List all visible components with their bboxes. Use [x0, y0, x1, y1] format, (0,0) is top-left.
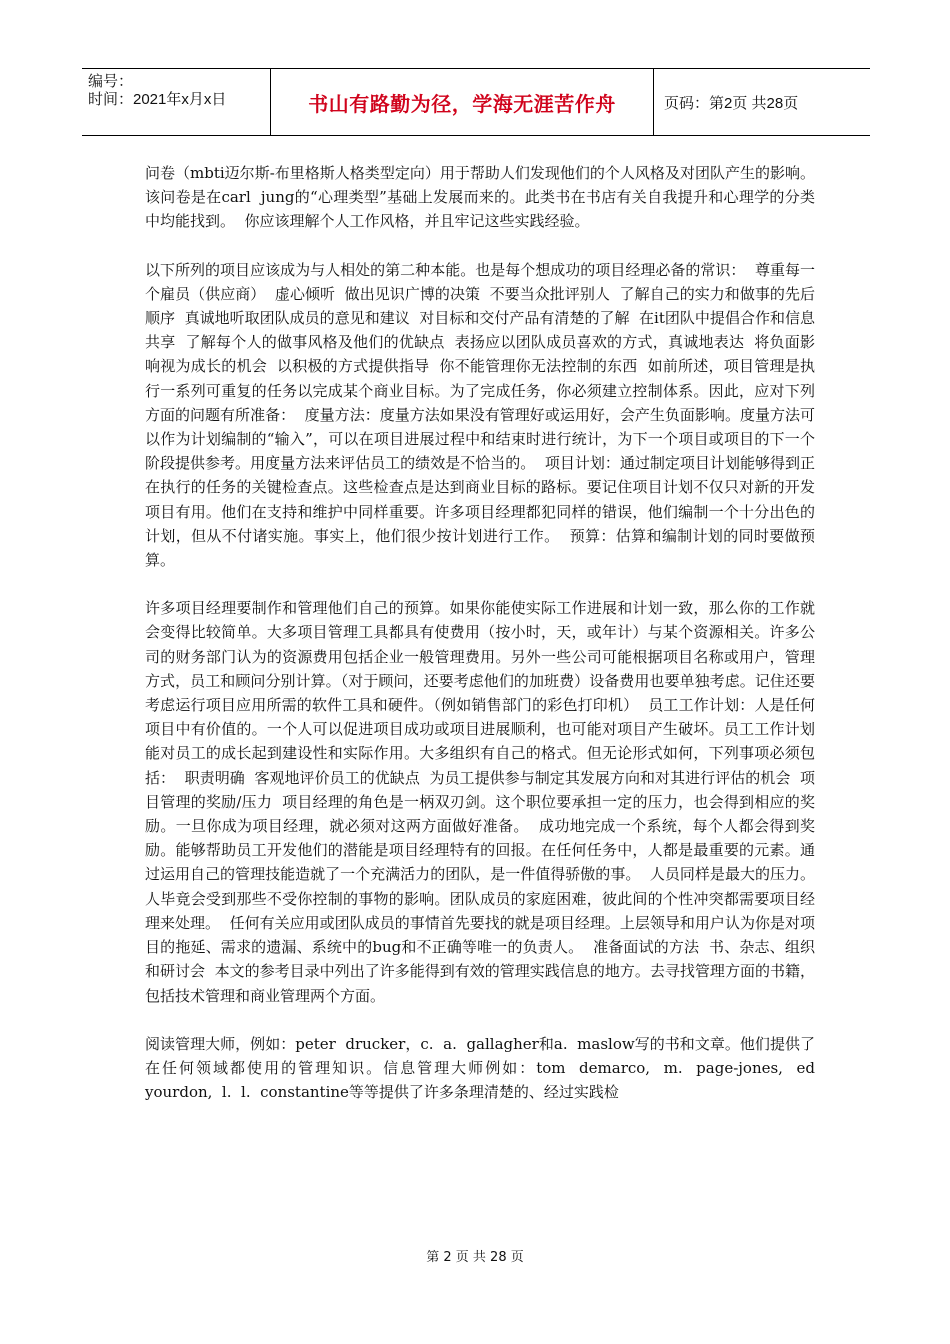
page-footer: 第 2 页 共 28 页	[426, 1250, 524, 1265]
paragraph-3: 许多项目经理要制作和管理他们自己的预算。如果你能使实际工作进展和计划一致，那么你的工作就会变得比较简单。大多项目管理工具都具有使费用（按小时，天，或年计）与某个资源相关。许多公司的财务部门认为的资源费用包括企业一般管理费用。另外一些公司可能根据项目名称或用户，管理方式，员工和顾问分别计算。（对于顾问，还要考虑他们的加班费）设备费用也要单独考虑。记住还要考虑运行项目应用所需的软件工具和硬件。（例如销售部门的彩色打印机） 员工工作计划：人是任何项目中有价值的。一个人可以促进项目成功或项目进展顺利，也可能对项目产生破坏。员工工作计划能对员工的成长起到建设性和实际作用。大多组织有自己的格式。但无论形式如何，下列事项必须包括： 职责明确 客观地评价员工的优缺点 为员工提供参与制定其发展方向和对其进行评估的机会 项目管理的奖励/压力 项目经理的角色是一柄双刃剑。这个职位要承担一定的压力，也会得到相应的奖励。一旦你成为项目经理，就必须对这两方面做好准备。 成功地完成一个系统，每个人都会得到奖励。能够帮助员工开发他们的潜能是项目经理特有的回报。在任何任务中，人都是最重要的元素。通过运用自己的管理技能造就了一个充满活力的团队，是一件值得骄傲的事。 人员同样是最大的压力。人毕竟会受到那些不受你控制的事物的影响。团队成员的家庭困难，彼此间的个性冲突都需要项目经理来处理。 任何有关应用或团队成员的事情首先要找的就是项目经理。上层领导和用户认为你是对项目的拖延、需求的遗漏、系统中的bug和不正确等唯一的负责人。 准备面试的方法 书、杂志、组织和研讨会 本文的参考目录中列出了许多能得到有效的管理实践信息的地方。去寻找管理方面的书籍，包括技术管理和商业管理两个方面。	[145, 599, 815, 1005]
paragraph-4: 阅读管理大师，例如：peter drucker，c. a. gallagher和a. maslow写的书和文章。他们提供了在任何领域都使用的管理知识。信息管理大师例如：tom demarco, m. page-jones, ed yourdon, l. l. constantine等等提供了许多条理清楚的、经过实践检	[145, 1034, 825, 1102]
document-body	[145, 161, 825, 1128]
motto-text: 书山有路勤为径，学海无涯苦作舟	[308, 91, 616, 116]
paragraph-1: 问卷（mbti迈尔斯-布里格斯人格类型定向）用于帮助人们发现他们的个人风格及对团队产生的影响。该问卷是在carl jung的“心理类型”基础上发展而来的。此类书在书店有关自我提升和心理学的分类中均能找到。 你应该理解个人工作风格，并且牢记这些实践经验。	[145, 164, 815, 231]
header-meta	[82, 69, 270, 135]
paragraph-2: 以下所列的项目应该成为与人相处的第二种本能。也是每个想成功的项目经理必备的常识： 尊重每一个雇员（供应商） 虚心倾听 做出见识广博的决策 不要当众批评别人 了解自己的实力和做事的先后顺序 真诚地听取团队成员的意见和建议 对目标和交付产品有清楚的了解 在it团队中提倡合作和信息共享 了解每个人的做事风格及他们的优缺点 表扬应以团队成员喜欢的方式，真诚地表达 将负面影响视为成长的机会 以积极的方式提供指导 你不能管理你无法控制的东西 如前所述，项目管理是执行一系列可重复的任务以完成某个商业目标。为了完成任务，你必须建立控制体系。因此，应对下列方面的问题有所准备： 度量方法：度量方法如果没有管理好或运用好，会产生负面影响。度量方法可以作为计划编制的“输入”，可以在项目进展过程中和结束时进行统计，为下一个项目或项目的下一个阶段提供参考。用度量方法来评估员工的绩效是不恰当的。 项目计划：通过制定项目计划能够得到正在执行的任务的关键检查点。这些检查点是达到商业目标的路标。要记住项目计划不仅只对新的开发项目有用。他们在支持和维护中同样重要。许多项目经理都犯同样的错误，他们编制一个十分出色的计划，但从不付诸实施。事实上，他们很少按计划进行工作。 预算：估算和编制计划的同时要做预算。	[145, 260, 815, 570]
document-date-label: 时间：2021年x月x日	[88, 91, 227, 108]
header-page-cell	[654, 69, 870, 135]
page-indicator: 页码：第2页 共28页	[664, 94, 799, 112]
page-header	[82, 68, 870, 136]
document-number-label: 编号：	[88, 73, 134, 90]
header-motto-cell	[270, 69, 654, 135]
